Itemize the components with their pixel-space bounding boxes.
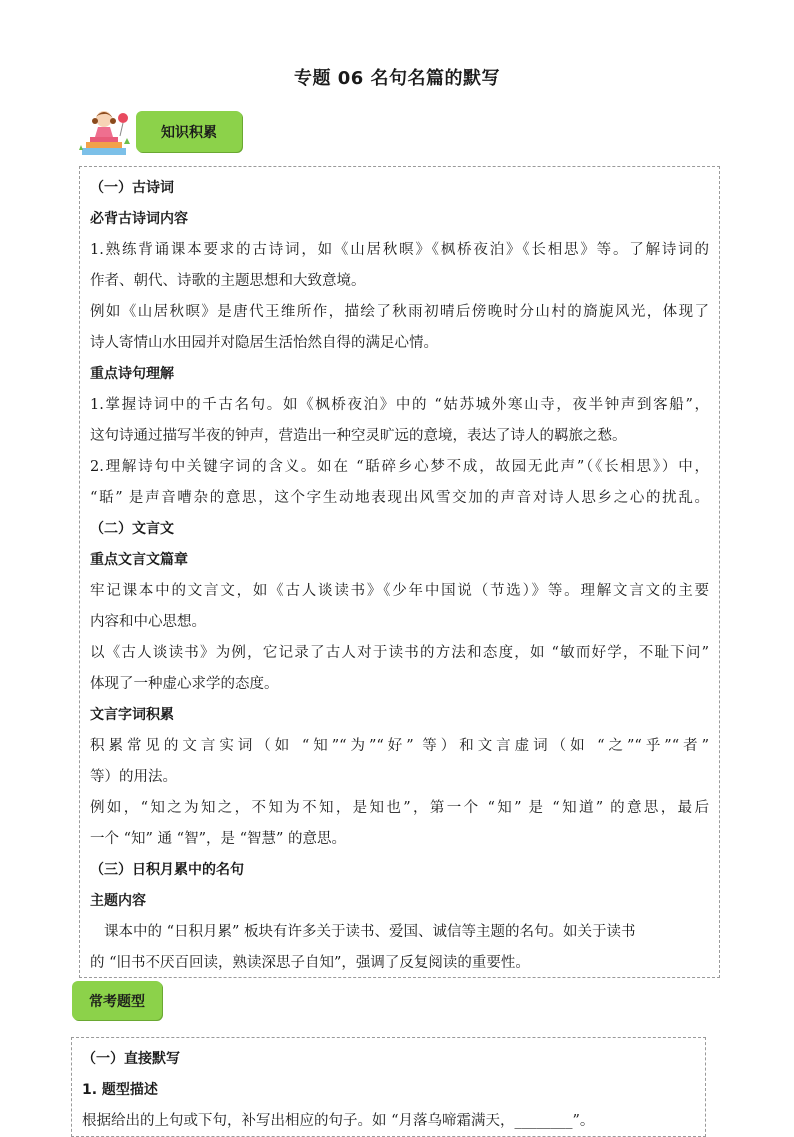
question-type-section xyxy=(71,1037,706,1137)
paragraph-line: 课本中的 “日积月累” 板块有许多关于读书、爱国、诚信等主题的名句。如关于读书 xyxy=(104,924,636,940)
section-heading: 主题内容 xyxy=(90,893,146,909)
paragraph-line: 积累常见的文言实词（如 “知”“为”“好” 等）和文言虚词（如 “之”“乎”“者” xyxy=(90,738,709,754)
paragraph-line: 诗人寄情山水田园并对隐居生活怡然自得的满足心情。 xyxy=(90,335,438,351)
section-heading: 1. 题型描述 xyxy=(82,1082,158,1098)
page-title: 专题 06 名句名篇的默写 xyxy=(293,68,501,89)
paragraph-line: 2.理解诗句中关键字词的含义。如在 “聒碎乡心梦不成，故园无此声”（《长相思》）中， xyxy=(90,459,709,475)
paragraph-line: 作者、朝代、诗歌的主题思想和大致意境。 xyxy=(90,273,366,289)
section-heading: （二）文言文 xyxy=(90,521,174,537)
paragraph-line: 一个 “知” 通 “智”，是 “智慧” 的意思。 xyxy=(90,831,347,847)
paragraph-line: 牢记课本中的文言文，如《古人谈读书》《少年中国说（节选）》等。理解文言文的主要 xyxy=(90,583,709,599)
section-heading: 文言字词积累 xyxy=(90,707,174,723)
paragraph-line: 1.熟练背诵课本要求的古诗词，如《山居秋暝》《枫桥夜泊》《长相思》等。了解诗词的 xyxy=(90,242,709,258)
paragraph-line: 体现了一种虚心求学的态度。 xyxy=(90,676,279,692)
paragraph-line: 例如，“知之为知之，不知为不知，是知也”，第一个 “知” 是 “知道” 的意思，最后 xyxy=(90,800,709,816)
paragraph-line: “聒” 是声音嘈杂的意思，这个字生动地表现出风雪交加的声音对诗人思乡之心的扰乱。 xyxy=(90,490,709,506)
paragraph-line: 内容和中心思想。 xyxy=(90,614,206,630)
knowledge-section xyxy=(79,166,720,978)
paragraph-line: 以《古人谈读书》为例，它记录了古人对于读书的方法和态度，如 “敏而好学，不耻下问” xyxy=(90,645,709,661)
paragraph-line: 1.掌握诗词中的千古名句。如《枫桥夜泊》中的 “姑苏城外寒山寺，夜半钟声到客船”， xyxy=(90,397,709,413)
section-heading: （一）直接默写 xyxy=(82,1051,180,1067)
paragraph-line: 等）的用法。 xyxy=(90,769,177,785)
section-heading: 重点诗句理解 xyxy=(90,366,174,382)
section-heading: （一）古诗词 xyxy=(90,180,174,196)
paragraph-line: 这句诗通过描写半夜的钟声，营造出一种空灵旷远的意境，表达了诗人的羁旅之愁。 xyxy=(90,428,627,444)
knowledge-badge: 知识积累 xyxy=(136,111,242,152)
common-question-badge: 常考题型 xyxy=(72,981,162,1020)
section-heading: 重点文言文篇章 xyxy=(90,552,188,568)
girl-reading-illustration-icon xyxy=(78,106,136,158)
section-heading: 必背古诗词内容 xyxy=(90,211,188,227)
paragraph-line: 例如《山居秋暝》是唐代王维所作，描绘了秋雨初晴后傍晚时分山村的旖旎风光，体现了 xyxy=(90,304,709,320)
paragraph-line: 根据给出的上句或下句，补写出相应的句子。如 “月落乌啼霜满天，________”。 xyxy=(82,1113,595,1129)
section-heading: （三）日积月累中的名句 xyxy=(90,862,244,878)
paragraph-line: 的 “旧书不厌百回读，熟读深思子自知”，强调了反复阅读的重要性。 xyxy=(90,955,530,971)
